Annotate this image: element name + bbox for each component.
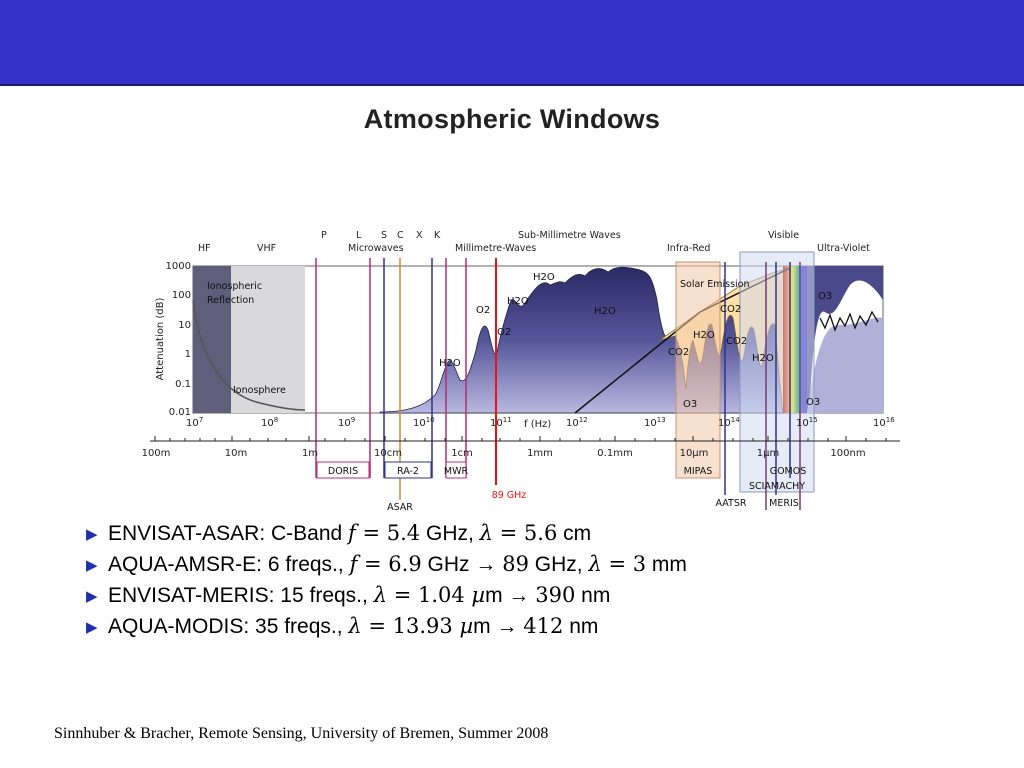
wave-tick-1mm: 1mm: [527, 448, 553, 459]
label-h2o-3: H2O: [533, 272, 555, 283]
label-h2o-6: H2O: [752, 353, 774, 364]
label-aatsr: AATSR: [715, 498, 747, 509]
label-ionosphere: Ionosphere: [233, 385, 286, 396]
label-o2-2: O2: [497, 327, 512, 338]
freq-tick-1e15: $10^{15}$: [796, 416, 818, 429]
y-tick-0.01: 0.01: [168, 407, 191, 418]
freq-tick-1e9: $10^9$: [338, 416, 356, 429]
freq-tick-1e7: $10^7$: [186, 416, 204, 429]
label-h2o-1: H2O: [439, 358, 461, 369]
freq-tick-1e14: $10^{14}$: [718, 416, 740, 429]
label-co2-2: CO2: [720, 304, 742, 315]
bullet-arrow-icon: ▶: [86, 588, 98, 605]
label-solar-emission: Solar Emission: [680, 279, 750, 290]
y-tick-100: 100: [171, 290, 191, 301]
mipas-box: [676, 262, 720, 478]
label-x: X: [416, 230, 423, 241]
freq-tick-1e10: $10^{10}$: [413, 416, 435, 429]
wave-tick-100m: 100m: [141, 448, 171, 459]
bullet-envisat-meris: ▶ ENVISAT-MERIS: 15 freqs., λ = 1.04 µm → 390 nm: [86, 580, 687, 611]
wave-tick-1um: 1µm: [756, 448, 780, 459]
label-k: K: [434, 230, 441, 241]
label-uv: Ultra-Violet: [817, 243, 870, 254]
label-p: P: [321, 230, 327, 241]
freq-tick-1e13: $10^{13}$: [644, 416, 666, 429]
label-iono-reflection-1: Ionospheric: [207, 281, 263, 292]
label-visible: Visible: [768, 230, 800, 241]
label-mwr: MWR: [443, 466, 469, 477]
label-o3-1: O3: [683, 399, 698, 410]
label-submm: Sub-Millimetre Waves: [518, 230, 621, 241]
freq-axis-label: f (Hz): [524, 419, 552, 430]
y-axis-label: Attenuation (dB): [155, 297, 166, 381]
label-vhf: VHF: [257, 243, 277, 254]
wave-tick-100nm: 100nm: [830, 448, 866, 459]
label-h2o-5: H2O: [693, 330, 715, 341]
instrument-labels: [317, 462, 806, 513]
label-h2o-2: H2O: [507, 296, 529, 307]
bullet-aqua-modis: ▶ AQUA-MODIS: 35 freqs., λ = 13.93 µm → 412 nm: [86, 611, 687, 642]
label-co2-1: CO2: [668, 347, 690, 358]
label-s: S: [381, 230, 388, 241]
freq-tick-1e16: $10^{16}$: [873, 416, 895, 429]
footer-credit: Sinnhuber & Bracher, Remote Sensing, University of Bremen, Summer 2008: [54, 725, 549, 742]
bullet-envisat-asar: ▶ ENVISAT-ASAR: C-Band f = 5.4 GHz, λ = 5.6 cm: [86, 518, 687, 549]
bullet-arrow-icon: ▶: [86, 557, 98, 574]
label-asar: ASAR: [387, 502, 413, 513]
label-89ghz: 89 GHz: [491, 490, 527, 501]
wave-tick-10um: 10µm: [679, 448, 709, 459]
bullet-aqua-amsr-e: ▶ AQUA-AMSR-E: 6 freqs., f = 6.9 GHz → 89 GHz, λ = 3 mm: [86, 549, 687, 580]
label-microwaves: Microwaves: [348, 243, 404, 254]
bullet-arrow-icon: ▶: [86, 619, 98, 636]
wavelength-axis: [142, 448, 866, 459]
label-ra2: RA-2: [397, 466, 419, 477]
freq-tick-1e11: $10^{11}$: [490, 416, 512, 429]
label-doris: DORIS: [327, 466, 359, 477]
label-iono-reflection-2: Reflection: [207, 295, 255, 306]
y-tick-1: 1: [184, 349, 191, 360]
label-ir: Infra-Red: [667, 243, 711, 254]
wave-tick-10m: 10m: [224, 448, 248, 459]
label-sciamachy: SCIAMACHY: [748, 481, 806, 492]
freq-tick-1e8: $10^8$: [261, 416, 279, 429]
label-h2o-4: H2O: [594, 306, 616, 317]
freq-tick-1e12: $10^{12}$: [566, 416, 588, 429]
y-tick-1000: 1000: [165, 261, 191, 272]
label-mm: Millimetre-Waves: [455, 243, 537, 254]
label-o3-3: O3: [806, 397, 821, 408]
label-meris: MERIS: [769, 498, 799, 509]
slide-title: Atmospheric Windows: [363, 104, 661, 134]
label-gomos: GOMOS: [769, 466, 807, 477]
label-o2-1: O2: [476, 305, 491, 316]
bullet-list: [86, 518, 687, 642]
label-c: C: [397, 230, 404, 241]
band-labels: [198, 230, 870, 254]
wave-tick-0.1mm: 0.1mm: [597, 448, 633, 459]
label-mipas: MIPAS: [683, 466, 713, 477]
wave-tick-1m: 1m: [301, 448, 319, 459]
label-l: L: [356, 230, 362, 241]
label-hf: HF: [198, 243, 211, 254]
bullet-arrow-icon: ▶: [86, 526, 98, 543]
label-o3-2: O3: [818, 291, 833, 302]
label-co2-3: CO2: [726, 336, 748, 347]
y-tick-0.1: 0.1: [175, 379, 191, 390]
wave-tick-1cm: 1cm: [451, 448, 473, 459]
y-axis-ticks: [166, 261, 191, 418]
wave-tick-10cm: 10cm: [374, 448, 402, 459]
y-tick-10: 10: [178, 320, 191, 331]
